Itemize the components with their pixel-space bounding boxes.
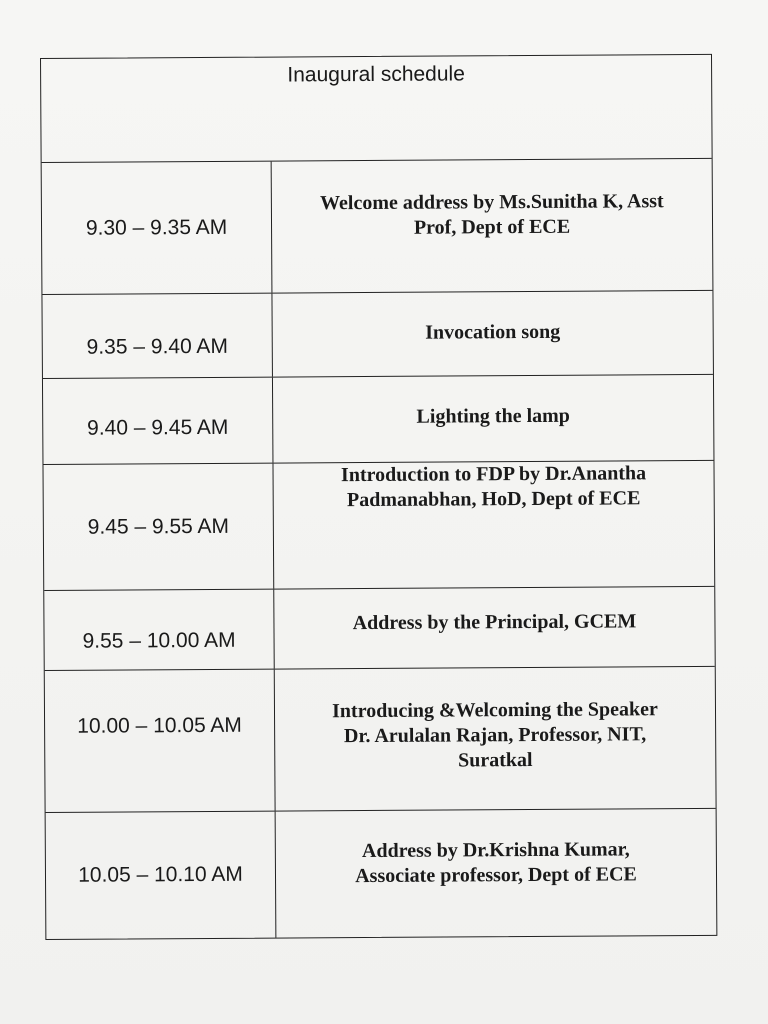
event-cell bbox=[272, 159, 713, 293]
event-cell bbox=[273, 461, 714, 589]
time-cell: 9.45 – 9.55 AM bbox=[43, 464, 274, 590]
event-line: Address by Dr.Krishna Kumar, bbox=[361, 838, 630, 863]
event-cell bbox=[275, 667, 716, 811]
table-row bbox=[45, 667, 716, 813]
title-row bbox=[41, 55, 712, 163]
table-row bbox=[43, 461, 714, 591]
event-line: Lighting the lamp bbox=[416, 404, 570, 428]
time-cell: 9.55 – 10.00 AM bbox=[44, 590, 274, 670]
event-line: Introduction to FDP by Dr.Anantha bbox=[340, 462, 647, 487]
time-cell: 9.40 – 9.45 AM bbox=[43, 378, 274, 464]
time-cell: 10.00 – 10.05 AM bbox=[45, 670, 276, 812]
time-cell: 9.35 – 9.40 AM bbox=[42, 294, 273, 378]
time-cell: 10.05 – 10.10 AM bbox=[46, 812, 277, 939]
event-line: Associate professor, Dept of ECE bbox=[355, 863, 637, 888]
event-cell bbox=[274, 587, 714, 669]
event-line: Invocation song bbox=[425, 320, 561, 344]
event-line: Address by the Principal, GCEM bbox=[352, 610, 637, 635]
event-line: Padmanabhan, HoD, Dept of ECE bbox=[346, 487, 641, 512]
event-cell bbox=[273, 375, 714, 463]
table-row bbox=[42, 291, 713, 379]
event-line: Dr. Arulalan Rajan, Professor, NIT, bbox=[343, 723, 647, 748]
event-line: Introducing &Welcoming the Speaker bbox=[332, 698, 658, 723]
event-line: Suratkal bbox=[457, 749, 533, 772]
event-cell bbox=[272, 291, 712, 377]
table-row bbox=[44, 587, 714, 671]
schedule-title: Inaugural schedule bbox=[287, 62, 465, 87]
event-line: Welcome address by Ms.Sunitha K, Asst bbox=[320, 190, 664, 215]
event-line: Prof, Dept of ECE bbox=[413, 215, 571, 239]
schedule-table bbox=[40, 54, 717, 940]
table-row bbox=[42, 159, 713, 295]
table-row bbox=[43, 375, 714, 465]
table-row bbox=[46, 809, 717, 939]
time-cell: 9.30 – 9.35 AM bbox=[42, 162, 273, 294]
event-cell bbox=[276, 809, 717, 938]
